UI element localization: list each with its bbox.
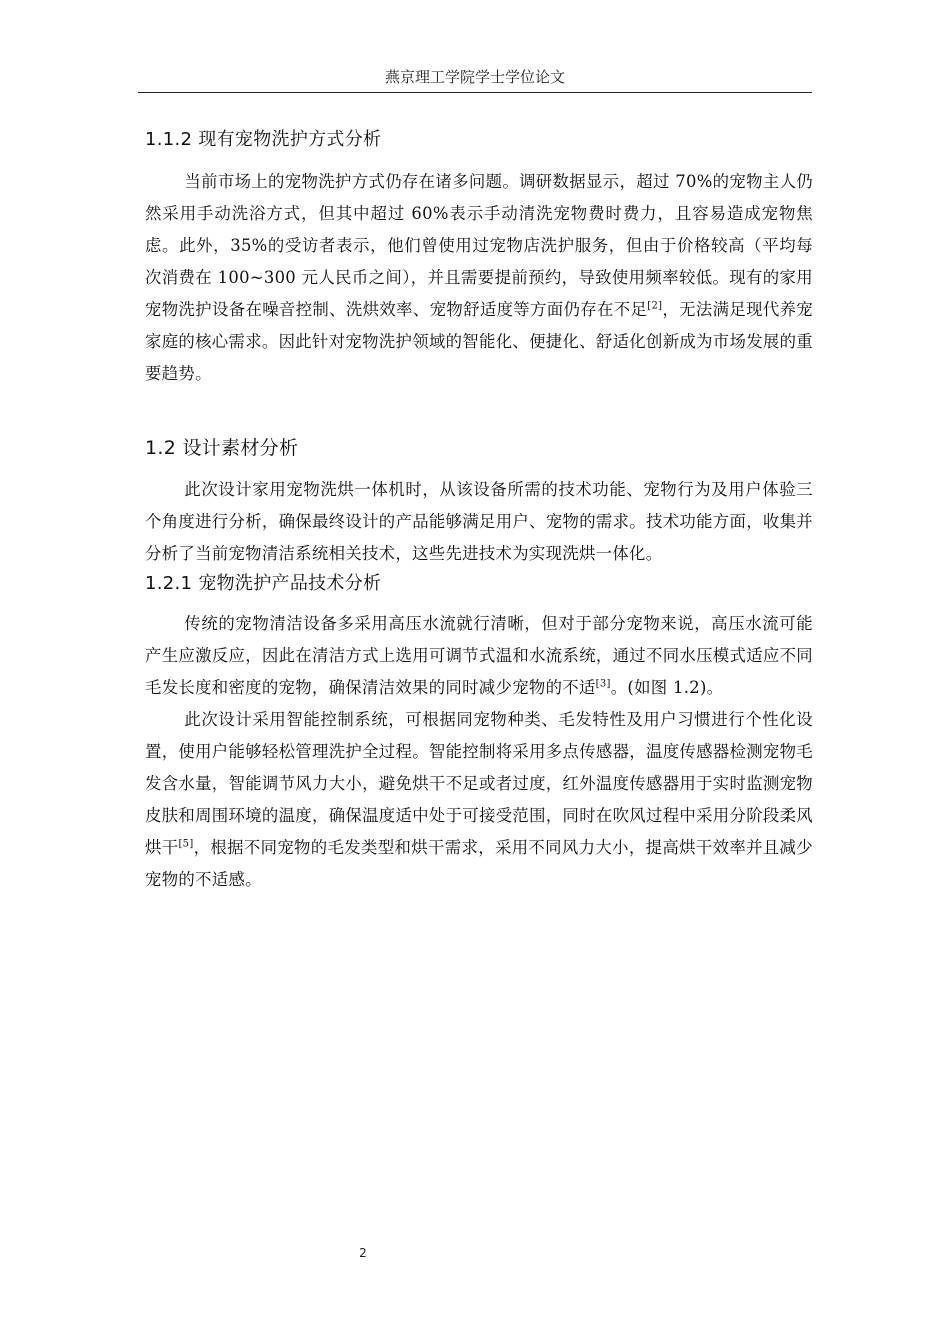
heading-1-1-2: 1.1.2 现有宠物洗护方式分析 xyxy=(145,129,382,150)
header-rule xyxy=(138,92,812,93)
citation-ref: [3] xyxy=(595,678,611,690)
paragraph-1-2: 此次设计家用宠物洗烘一体机时，从该设备所需的技术功能、宠物行为及用户体验三个角度进行分析，确保最终设计的产品能够满足用户、宠物的需求。技术功能方面，收集并分析了当前宠物清洁系统相关技术，这些先进技术为实现洗烘一体化。 xyxy=(145,480,813,563)
paragraph-1-2-1-b xyxy=(145,704,813,896)
page-content xyxy=(145,126,813,896)
paragraph-text-tail: ，无法满足现代养宠家庭的核心需求。因此针对宠物洗护领域的智能化、便捷化、舒适化创新成为市场发展的重要趋势。 xyxy=(145,300,814,383)
paragraph-text-tail: 。(如图 1.2)。 xyxy=(610,678,724,697)
heading-1-2: 1.2 设计素材分析 xyxy=(145,437,299,459)
citation-ref: [2] xyxy=(647,300,663,312)
citation-ref: [5] xyxy=(178,838,194,850)
paragraph-text: 传统的宠物清洁设备多采用高压水流就行清晰，但对于部分宠物来说，高压水流可能产生应激反应，因此在清洁方式上选用可调节式温和水流系统，通过不同水压模式适应不同毛发长度和密度的宠物，确保清洁效果的同时减少宠物的不适 xyxy=(145,614,813,697)
paragraph-text-tail: ，根据不同宠物的毛发类型和烘干需求，采用不同风力大小，提高烘干效率并且减少宠物的不适感。 xyxy=(145,838,813,889)
paragraph-1-2-1-a xyxy=(145,608,813,704)
paragraph-text: 此次设计采用智能控制系统，可根据同宠物种类、毛发特性及用户习惯进行个性化设置，使用户能够轻松管理洗护全过程。智能控制将采用多点传感器，温度传感器检测宠物毛发含水量，智能调节风力大小，避免烘干不足或者过度，红外温度传感器用于实时监测宠物皮肤和周围环境的温度，确保温度适中处于可接受范围，同时在吹风过程中采用分阶段柔风烘干 xyxy=(145,710,813,857)
heading-1-2-1: 1.2.1 宠物洗护产品技术分析 xyxy=(145,573,382,594)
page-number: 2 xyxy=(359,1246,367,1260)
paragraph-text: 当前市场上的宠物洗护方式仍存在诸多问题。调研数据显示，超过 70%的宠物主人仍然采用手动洗浴方式，但其中超过 60%表示手动清洗宠物费时费力，且容易造成宠物焦虑。此外，35%的受访者表示，他们曾使用过宠物店洗护服务，但由于价格较高（平均每次消费在 100~300 元人民币之间），并且需要提前预约，导致使用频率较低。现有的家用宠物洗护设备在噪音控制、洗烘效率、宠物舒适度等方面仍存在不足 xyxy=(145,172,813,319)
paragraph-1-1-2 xyxy=(145,166,813,390)
running-header: 燕京理工学院学士学位论文 xyxy=(384,68,565,86)
